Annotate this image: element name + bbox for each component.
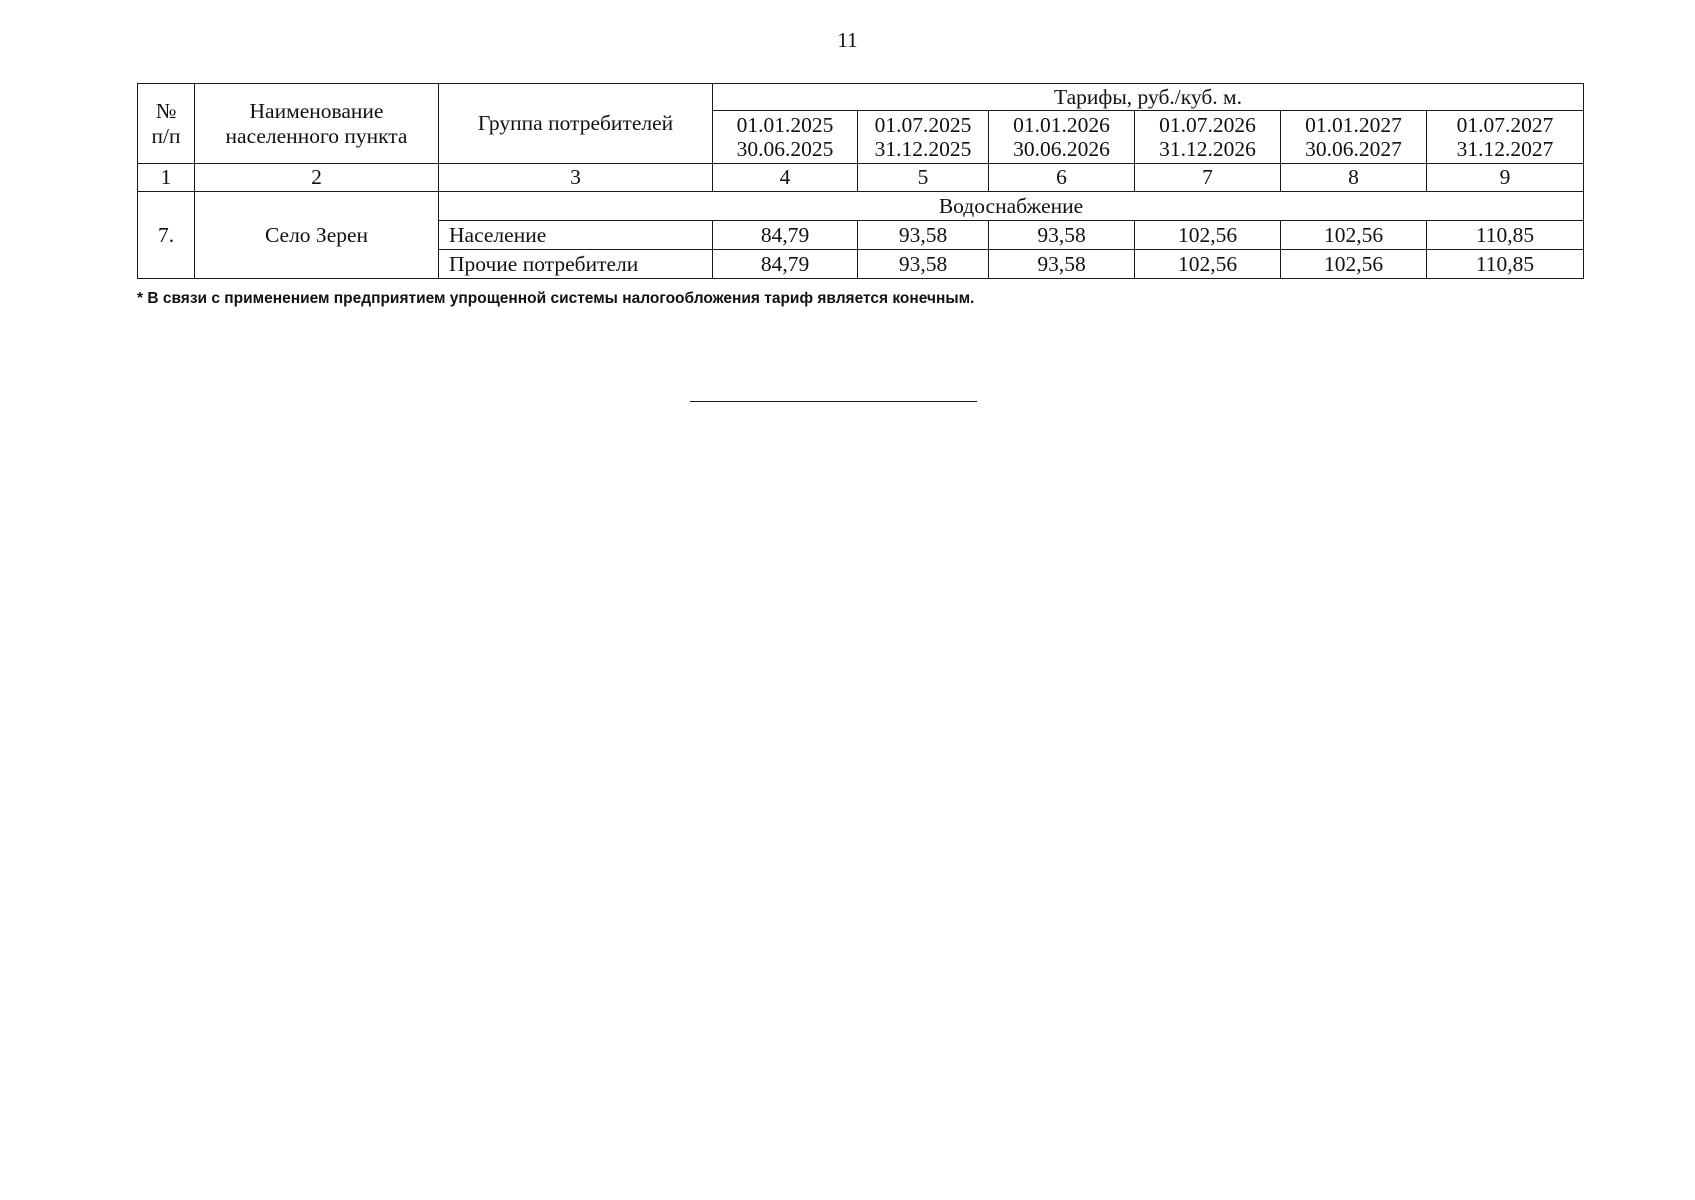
period-header xyxy=(989,111,1135,164)
period-from: 01.07.2027 xyxy=(1456,112,1554,137)
tariff-value: 102,56 xyxy=(1135,221,1281,250)
service-section: Водоснабжение xyxy=(439,192,1584,221)
settlement-name: Село Зерен xyxy=(195,192,439,279)
header-settlement: Наименование населенного пункта xyxy=(195,84,439,164)
column-number: 2 xyxy=(195,164,439,192)
period-to: 31.12.2027 xyxy=(1456,137,1554,161)
period-header xyxy=(1135,111,1281,164)
column-number: 4 xyxy=(713,164,858,192)
tariff-value: 102,56 xyxy=(1281,250,1427,279)
tariff-value: 93,58 xyxy=(989,221,1135,250)
consumer-group: Прочие потребители xyxy=(439,250,713,279)
period-from: 01.07.2025 xyxy=(874,112,972,137)
period-from: 01.01.2026 xyxy=(1013,112,1110,137)
period-from: 01.07.2026 xyxy=(1159,112,1256,137)
column-number: 5 xyxy=(858,164,989,192)
end-divider xyxy=(690,401,977,402)
period-header xyxy=(1281,111,1427,164)
column-number: 8 xyxy=(1281,164,1427,192)
row-number: 7. xyxy=(138,192,195,279)
tariff-value: 84,79 xyxy=(713,250,858,279)
period-header xyxy=(1427,111,1584,164)
column-number-row xyxy=(138,164,1584,192)
header-tariffs: Тарифы, руб./куб. м. xyxy=(713,84,1584,111)
tariff-value: 102,56 xyxy=(1281,221,1427,250)
period-header xyxy=(713,111,858,164)
period-header xyxy=(858,111,989,164)
period-to: 30.06.2027 xyxy=(1305,137,1402,161)
tariff-value: 93,58 xyxy=(858,221,989,250)
header-no: № п/п xyxy=(138,84,195,164)
tariff-value: 110,85 xyxy=(1427,221,1584,250)
column-number: 3 xyxy=(439,164,713,192)
column-number: 6 xyxy=(989,164,1135,192)
column-number: 9 xyxy=(1427,164,1584,192)
header-consumer-group: Группа потребителей xyxy=(439,84,713,164)
period-from: 01.01.2027 xyxy=(1305,112,1402,137)
column-number: 7 xyxy=(1135,164,1281,192)
tariff-value: 102,56 xyxy=(1135,250,1281,279)
period-to: 30.06.2025 xyxy=(736,137,834,161)
period-to: 31.12.2026 xyxy=(1159,137,1256,161)
page-number: 11 xyxy=(837,28,858,52)
tariff-value: 93,58 xyxy=(858,250,989,279)
period-to: 30.06.2026 xyxy=(1013,137,1110,161)
tariff-value: 93,58 xyxy=(989,250,1135,279)
tariff-value: 84,79 xyxy=(713,221,858,250)
period-from: 01.01.2025 xyxy=(736,112,834,137)
tariff-value: 110,85 xyxy=(1427,250,1584,279)
period-to: 31.12.2025 xyxy=(874,137,972,161)
footnote: * В связи с применением предприятием упрощенной системы налогообложения тариф является конечным. xyxy=(137,290,975,307)
column-number: 1 xyxy=(138,164,195,192)
consumer-group: Население xyxy=(439,221,713,250)
tariff-table xyxy=(137,83,1584,279)
